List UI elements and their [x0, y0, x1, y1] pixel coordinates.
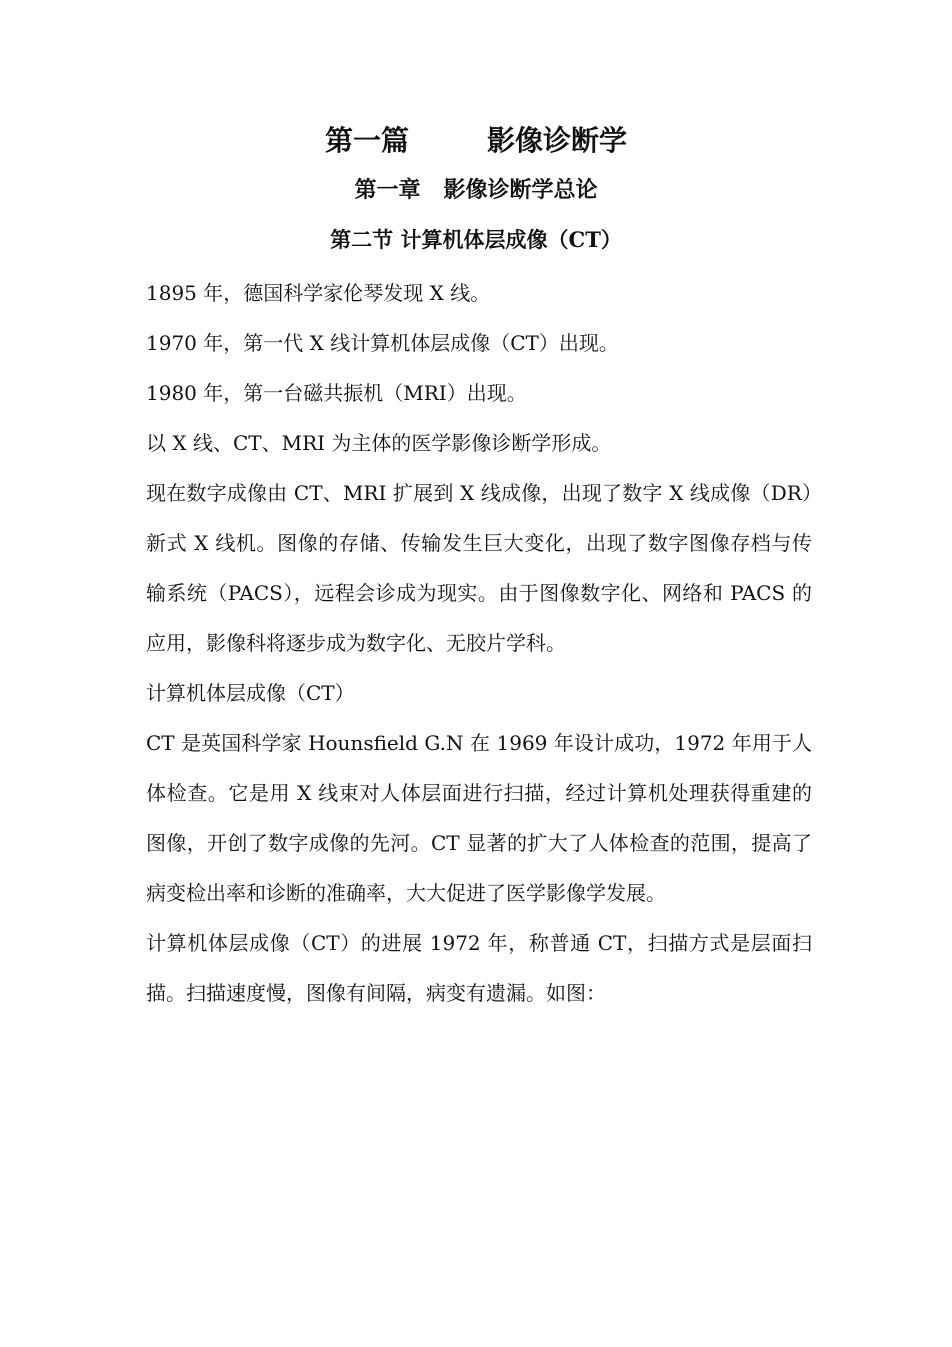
- paragraph-mri-first: 1980 年，第一台磁共振机（MRI）出现。: [146, 381, 527, 405]
- paragraph-ct-history: CT 是英国科学家 Hounsfield G.N 在 1969 年设计成功，1972 年用于人体检查。它是用 X 线束对人体层面进行扫描，经过计算机处理获得重建的图像，开创了数字成像的先河。CT 显著的扩大了人体检查的范围，提高了病变检出率和诊断的准确率，大大促进了医学影像学发展。: [146, 731, 812, 905]
- paragraph-digital-imaging: 现在数字成像由 CT、MRI 扩展到 X 线成像，出现了数字 X 线成像（DR）新式 X 线机。图像的存储、传输发生巨大变化，出现了数字图像存档与传输系统（PACS），远程会诊成为现实。由于图像数字化、网络和 PACS 的应用，影像科将逐步成为数字化、无胶片学科。: [146, 481, 812, 655]
- section-title: 第二节 计算机体层成像（CT）: [330, 227, 622, 252]
- paragraph-ct-first-generation: 1970 年，第一代 X 线计算机体层成像（CT）出现。: [146, 331, 619, 355]
- paragraph-xray-discovery: 1895 年，德国科学家伦琴发现 X 线。: [146, 281, 491, 305]
- part-title: 第一篇 影像诊断学: [325, 124, 627, 157]
- paragraph-ct-heading: 计算机体层成像（CT）: [146, 681, 355, 705]
- chapter-title: 第一章 影像诊断学总论: [354, 177, 598, 203]
- body-text: [146, 268, 812, 1018]
- paragraph-imaging-formed: 以 X 线、CT、MRI 为主体的医学影像诊断学形成。: [146, 431, 612, 455]
- paragraph-ct-progress: 计算机体层成像（CT）的进展 1972 年，称普通 CT，扫描方式是层面扫描。扫描速度慢，图像有间隔，病变有遗漏。如图：: [146, 931, 812, 1005]
